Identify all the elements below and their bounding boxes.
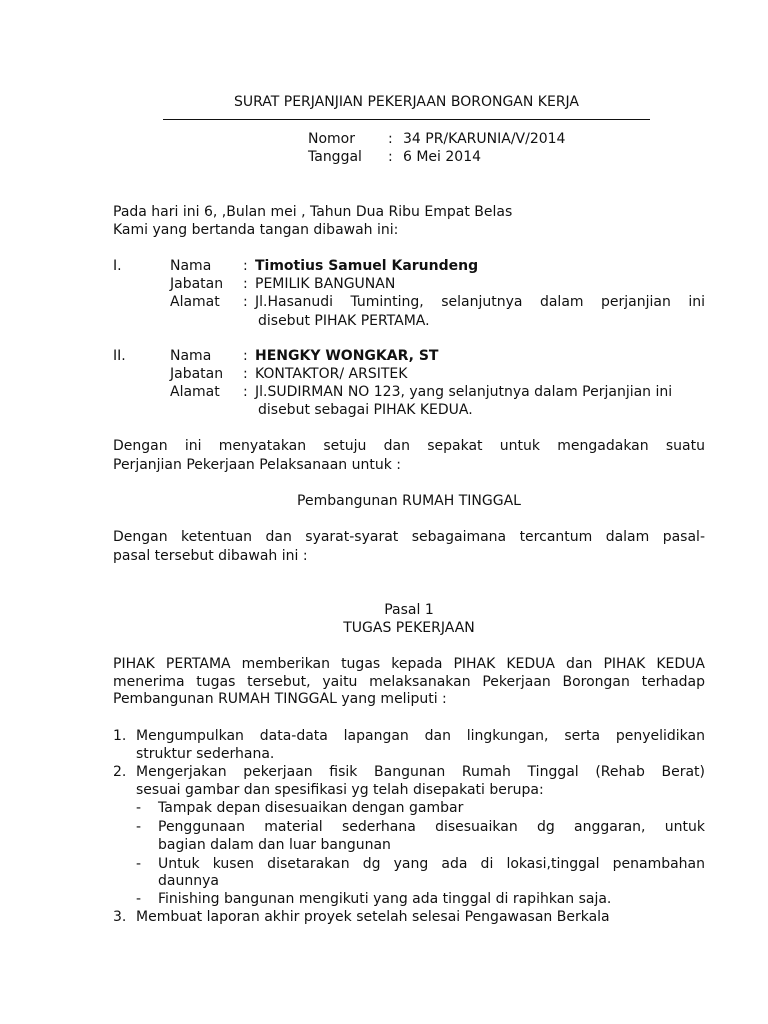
party1-alamat-line-2: disebut PIHAK PERTAMA.: [258, 313, 430, 329]
pasal-subtitle: TUGAS PEKERJAAN: [343, 620, 475, 636]
party2-jabatan-value: KONTAKTOR/ ARSITEK: [255, 366, 408, 382]
tanggal-label: Tanggal: [308, 149, 362, 165]
list-item-2-line-2: sesuai gambar dan spesifikasi yg telah disepakati berupa:: [136, 782, 544, 798]
party1-nama-colon: :: [243, 258, 248, 274]
party2-nama-colon: :: [243, 348, 248, 364]
sub-item-2-line-2: bagian dalam dan luar bangunan: [158, 837, 391, 853]
pasal-para-line-2: menerima tugas tersebut, yaitu melaksanakan Pekerjaan Borongan terhadap: [113, 674, 705, 690]
sub-item-3-line-1: Untuk kusen disetarakan dg yang ada di lokasi,tinggal penambahan: [158, 856, 705, 872]
terms-line-2: pasal tersebut dibawah ini :: [113, 548, 308, 564]
intro-line-1: Pada hari ini 6, ,Bulan mei , Tahun Dua Ribu Empat Belas: [113, 204, 513, 220]
list-item-3-line-1: Membuat laporan akhir proyek setelah selesai Pengawasan Berkala: [136, 909, 610, 925]
list-item-3-number: 3.: [113, 909, 127, 925]
list-item-1-number: 1.: [113, 728, 127, 744]
list-item-1-line-1: Mengumpulkan data-data lapangan dan lingkungan, serta penyelidikan: [136, 728, 705, 744]
sub-item-2-line-1: Penggunaan material sederhana disesuaikan dg anggaran, untuk: [158, 819, 705, 835]
party1-nama-label: Nama: [170, 258, 212, 274]
document-title: SURAT PERJANJIAN PEKERJAAN BORONGAN KERJA: [233, 94, 580, 110]
party2-roman: II.: [113, 348, 126, 364]
list-item-2-line-1: Mengerjakan pekerjaan fisik Bangunan Rumah Tinggal (Rehab Berat): [136, 764, 705, 780]
statement-line-2: Perjanjian Pekerjaan Pelaksanaan untuk :: [113, 457, 401, 473]
title-underline: [163, 119, 650, 120]
sub-item-3-line-2: daunnya: [158, 873, 219, 889]
pasal-para-line-3: Pembangunan RUMAH TINGGAL yang meliputi :: [113, 691, 447, 707]
tanggal-value: 6 Mei 2014: [403, 149, 482, 165]
project-title: Pembangunan RUMAH TINGGAL: [297, 493, 521, 509]
pasal-heading: Pasal 1: [384, 602, 434, 618]
list-item-1-line-2: struktur sederhana.: [136, 746, 275, 762]
nomor-value: 34 PR/KARUNIA/V/2014: [403, 131, 566, 147]
party2-alamat-line-2: disebut sebagai PIHAK KEDUA.: [258, 402, 473, 418]
party1-jabatan-colon: :: [243, 276, 248, 292]
party1-roman: I.: [113, 258, 122, 274]
intro-line-2: Kami yang bertanda tangan dibawah ini:: [113, 222, 399, 238]
list-item-2-number: 2.: [113, 764, 127, 780]
statement-line-1: Dengan ini menyatakan setuju dan sepakat untuk mengadakan suatu: [113, 438, 705, 454]
party1-jabatan-label: Jabatan: [170, 276, 224, 292]
party1-nama-value: Timotius Samuel Karundeng: [255, 258, 479, 274]
party2-jabatan-colon: :: [243, 366, 248, 382]
sub-item-4: Finishing bangunan mengikuti yang ada tinggal di rapihkan saja.: [158, 891, 612, 907]
party1-alamat-colon: :: [243, 294, 248, 310]
party2-nama-value: HENGKY WONGKAR, ST: [255, 348, 439, 364]
sub-item-2-dash: -: [136, 819, 142, 835]
sub-item-1-dash: -: [136, 800, 142, 816]
pasal-para-line-1: PIHAK PERTAMA memberikan tugas kepada PIHAK KEDUA dan PIHAK KEDUA: [113, 656, 705, 672]
party2-alamat-label: Alamat: [170, 384, 220, 400]
party2-alamat-line-1: Jl.SUDIRMAN NO 123, yang selanjutnya dalam Perjanjian ini: [255, 384, 673, 400]
party2-nama-label: Nama: [170, 348, 212, 364]
nomor-colon: :: [388, 131, 393, 147]
party1-jabatan-value: PEMILIK BANGUNAN: [255, 276, 396, 292]
sub-item-3-dash: -: [136, 856, 142, 872]
sub-item-1: Tampak depan disesuaikan dengan gambar: [158, 800, 464, 816]
party1-alamat-line-1: Jl.Hasanudi Tuminting, selanjutnya dalam perjanjian ini: [255, 294, 705, 310]
tanggal-colon: :: [388, 149, 393, 165]
party2-jabatan-label: Jabatan: [170, 366, 224, 382]
party1-alamat-label: Alamat: [170, 294, 220, 310]
terms-line-1: Dengan ketentuan dan syarat-syarat sebagaimana tercantum dalam pasal-: [113, 529, 705, 545]
sub-item-4-dash: -: [136, 891, 142, 907]
nomor-label: Nomor: [308, 131, 355, 147]
party2-alamat-colon: :: [243, 384, 248, 400]
